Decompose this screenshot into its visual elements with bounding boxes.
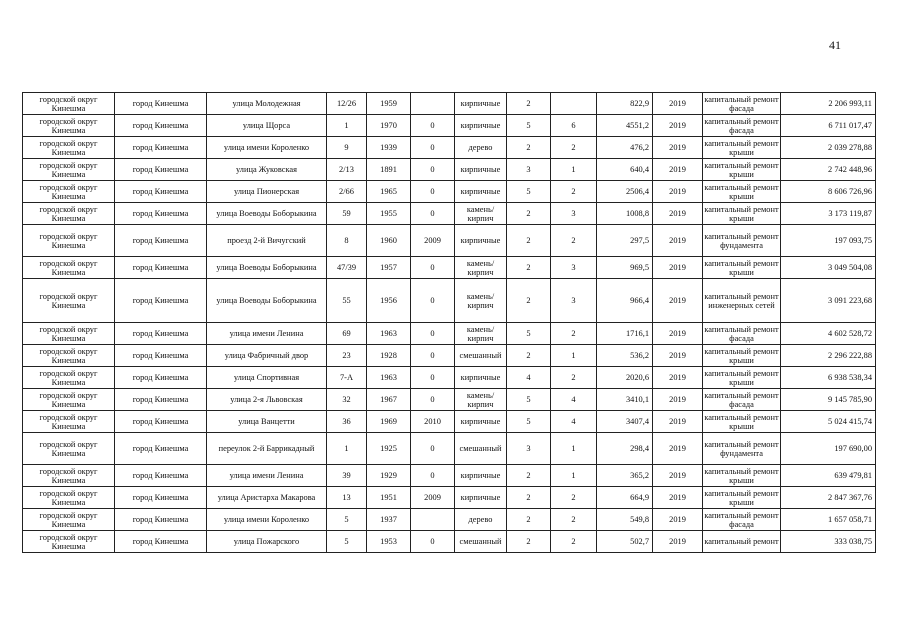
cell-wall-material: камень/кирпич <box>455 323 507 345</box>
cell-area: 2506,4 <box>597 181 653 203</box>
cell-cost: 197 093,75 <box>781 225 876 257</box>
cell-build-year: 1959 <box>367 93 411 115</box>
cell-entrances: 4 <box>551 389 597 411</box>
cell-street: улица Фабричный двор <box>207 345 327 367</box>
cell-floors: 2 <box>507 257 551 279</box>
cell-plan-year: 2019 <box>653 225 703 257</box>
cell-build-year: 1953 <box>367 531 411 553</box>
cell-settlement: город Кинешма <box>115 279 207 323</box>
cell-municipality: городской округ Кинешма <box>23 257 115 279</box>
cell-floors: 5 <box>507 115 551 137</box>
cell-house-number: 59 <box>327 203 367 225</box>
cell-wall-material: кирпичные <box>455 367 507 389</box>
cell-area: 966,4 <box>597 279 653 323</box>
cell-cost: 2 296 222,88 <box>781 345 876 367</box>
cell-municipality: городской округ Кинешма <box>23 137 115 159</box>
cell-last-repair-year: 0 <box>411 137 455 159</box>
cell-floors: 3 <box>507 159 551 181</box>
cell-work-type: капитальный ремонт фасада <box>704 510 779 529</box>
cell-floors: 5 <box>507 181 551 203</box>
table-row <box>23 367 876 389</box>
cell-settlement: город Кинешма <box>115 159 207 181</box>
cell-wall-material: смешанный <box>455 433 507 465</box>
cell-municipality: городской округ Кинешма <box>23 225 115 257</box>
cell-municipality: городской округ Кинешма <box>23 433 115 465</box>
cell-floors: 2 <box>507 465 551 487</box>
cell-street: улица Пожарского <box>207 531 327 553</box>
cell-plan-year: 2019 <box>653 531 703 553</box>
cell-wall-material: дерево <box>455 509 507 531</box>
cell-entrances: 1 <box>551 465 597 487</box>
cell-entrances: 3 <box>551 203 597 225</box>
cell-wall-material: кирпичные <box>455 181 507 203</box>
cell-wall-material: камень/кирпич <box>455 257 507 279</box>
cell-wall-material: камень/кирпич <box>455 279 507 323</box>
cell-cost: 8 606 726,96 <box>781 181 876 203</box>
cell-area: 297,5 <box>597 225 653 257</box>
cell-entrances: 2 <box>551 367 597 389</box>
cell-wall-material: кирпичные <box>455 225 507 257</box>
cell-settlement: город Кинешма <box>115 93 207 115</box>
table-row <box>23 181 876 203</box>
cell-cost: 6 711 017,47 <box>781 115 876 137</box>
cell-last-repair-year: 0 <box>411 389 455 411</box>
cell-settlement: город Кинешма <box>115 115 207 137</box>
table-row <box>23 345 876 367</box>
cell-plan-year: 2019 <box>653 115 703 137</box>
cell-last-repair-year: 2010 <box>411 411 455 433</box>
cell-cost: 2 039 278,88 <box>781 137 876 159</box>
cell-entrances: 4 <box>551 411 597 433</box>
cell-work-type: капитальный ремонт крыши <box>704 160 779 179</box>
cell-settlement: город Кинешма <box>115 389 207 411</box>
table-row <box>23 115 876 137</box>
cell-work-type: капитальный ремонт фундамента <box>703 433 781 465</box>
cell-work-type: капитальный ремонт крыши <box>704 258 779 277</box>
cell-street: улица Спортивная <box>207 367 327 389</box>
cell-last-repair-year: 2009 <box>411 487 455 509</box>
cell-wall-material: кирпичные <box>455 411 507 433</box>
cell-floors: 2 <box>507 531 551 553</box>
cell-street: улица имени Ленина <box>207 465 327 487</box>
cell-area: 1008,8 <box>597 203 653 225</box>
cell-floors: 2 <box>507 509 551 531</box>
cell-municipality: городской округ Кинешма <box>23 93 115 115</box>
cell-house-number: 9 <box>327 137 367 159</box>
cell-area: 1716,1 <box>597 323 653 345</box>
cell-last-repair-year: 0 <box>411 203 455 225</box>
cell-municipality: городской округ Кинешма <box>23 159 115 181</box>
cell-street: улица имени Ленина <box>207 323 327 345</box>
cell-work-type: капитальный ремонт крыши <box>704 204 779 223</box>
cell-plan-year: 2019 <box>653 487 703 509</box>
cell-last-repair-year <box>411 509 455 531</box>
cell-last-repair-year: 2009 <box>411 225 455 257</box>
cell-floors: 4 <box>507 367 551 389</box>
cell-entrances: 1 <box>551 159 597 181</box>
cell-area: 476,2 <box>597 137 653 159</box>
cell-area: 2020,6 <box>597 367 653 389</box>
cell-last-repair-year: 0 <box>411 367 455 389</box>
cell-build-year: 1956 <box>367 279 411 323</box>
cell-plan-year: 2019 <box>653 279 703 323</box>
cell-municipality: городской округ Кинешма <box>23 509 115 531</box>
table-row <box>23 203 876 225</box>
cell-cost: 333 038,75 <box>781 531 876 553</box>
cell-last-repair-year <box>411 93 455 115</box>
table-row <box>23 509 876 531</box>
cell-cost: 2 206 993,11 <box>781 93 876 115</box>
cell-house-number: 32 <box>327 389 367 411</box>
cell-cost: 3 091 223,68 <box>781 279 876 323</box>
cell-work-type: капитальный ремонт крыши <box>704 182 779 201</box>
cell-entrances: 1 <box>551 433 597 465</box>
cell-house-number: 1 <box>327 115 367 137</box>
cell-cost: 3 173 119,87 <box>781 203 876 225</box>
cell-floors: 2 <box>507 225 551 257</box>
cell-municipality: городской округ Кинешма <box>23 465 115 487</box>
cell-area: 969,5 <box>597 257 653 279</box>
cell-build-year: 1957 <box>367 257 411 279</box>
cell-floors: 2 <box>507 137 551 159</box>
cell-entrances: 2 <box>551 181 597 203</box>
cell-plan-year: 2019 <box>653 509 703 531</box>
cell-last-repair-year: 0 <box>411 465 455 487</box>
cell-floors: 2 <box>507 487 551 509</box>
table-row <box>23 137 876 159</box>
cell-settlement: город Кинешма <box>115 509 207 531</box>
cell-work-type: капитальный ремонт <box>703 531 781 553</box>
cell-municipality: городской округ Кинешма <box>23 367 115 389</box>
cell-plan-year: 2019 <box>653 203 703 225</box>
cell-settlement: город Кинешма <box>115 137 207 159</box>
cell-entrances: 2 <box>551 487 597 509</box>
cell-municipality: городской округ Кинешма <box>23 531 115 553</box>
table-row <box>23 225 876 257</box>
cell-street: улица Воеводы Боборыкина <box>207 257 327 279</box>
cell-house-number: 55 <box>327 279 367 323</box>
cell-street: проезд 2-й Вичугский <box>207 225 327 257</box>
cell-plan-year: 2019 <box>653 323 703 345</box>
cell-build-year: 1969 <box>367 411 411 433</box>
cell-last-repair-year: 0 <box>411 531 455 553</box>
cell-build-year: 1960 <box>367 225 411 257</box>
cell-floors: 5 <box>507 323 551 345</box>
cell-street: улица имени Короленко <box>207 137 327 159</box>
cell-settlement: город Кинешма <box>115 411 207 433</box>
cell-entrances: 2 <box>551 509 597 531</box>
cell-settlement: город Кинешма <box>115 181 207 203</box>
cell-municipality: городской округ Кинешма <box>23 487 115 509</box>
cell-municipality: городской округ Кинешма <box>23 411 115 433</box>
cell-street: улица Воеводы Боборыкина <box>207 203 327 225</box>
cell-floors: 2 <box>507 345 551 367</box>
cell-house-number: 23 <box>327 345 367 367</box>
cell-municipality: городской округ Кинешма <box>23 203 115 225</box>
cell-settlement: город Кинешма <box>115 367 207 389</box>
cell-street: улица Пионерская <box>207 181 327 203</box>
table-row <box>23 411 876 433</box>
cell-entrances: 3 <box>551 279 597 323</box>
cell-plan-year: 2019 <box>653 93 703 115</box>
cell-plan-year: 2019 <box>653 465 703 487</box>
cell-plan-year: 2019 <box>653 159 703 181</box>
cell-house-number: 13 <box>327 487 367 509</box>
cell-cost: 3 049 504,08 <box>781 257 876 279</box>
cell-house-number: 36 <box>327 411 367 433</box>
cell-work-type: капитальный ремонт крыши <box>704 346 779 365</box>
cell-work-type: капитальный ремонт крыши <box>704 488 779 507</box>
cell-settlement: город Кинешма <box>115 203 207 225</box>
cell-settlement: город Кинешма <box>115 345 207 367</box>
cell-house-number: 1 <box>327 433 367 465</box>
table-row <box>23 389 876 411</box>
cell-wall-material: камень/кирпич <box>455 389 507 411</box>
cell-work-type: капитальный ремонт крыши <box>704 412 779 431</box>
cell-area: 365,2 <box>597 465 653 487</box>
cell-area: 3407,4 <box>597 411 653 433</box>
cell-plan-year: 2019 <box>653 367 703 389</box>
cell-build-year: 1951 <box>367 487 411 509</box>
cell-area: 298,4 <box>597 433 653 465</box>
cell-plan-year: 2019 <box>653 257 703 279</box>
cell-wall-material: кирпичные <box>455 465 507 487</box>
cell-area: 4551,2 <box>597 115 653 137</box>
cell-last-repair-year: 0 <box>411 433 455 465</box>
cell-entrances <box>551 93 597 115</box>
cell-entrances: 1 <box>551 345 597 367</box>
table-row <box>23 257 876 279</box>
cell-entrances: 2 <box>551 225 597 257</box>
cell-house-number: 2/66 <box>327 181 367 203</box>
cell-municipality: городской округ Кинешма <box>23 115 115 137</box>
cell-build-year: 1955 <box>367 203 411 225</box>
cell-street: улица 2-я Львовская <box>207 389 327 411</box>
cell-wall-material: кирпичные <box>455 159 507 181</box>
cell-work-type: капитальный ремонт крыши <box>704 368 779 387</box>
table-row <box>23 531 876 553</box>
cell-build-year: 1925 <box>367 433 411 465</box>
cell-house-number: 5 <box>327 509 367 531</box>
cell-build-year: 1965 <box>367 181 411 203</box>
cell-wall-material: кирпичные <box>455 487 507 509</box>
cell-work-type: капитальный ремонт крыши <box>704 466 779 485</box>
cell-cost: 6 938 538,34 <box>781 367 876 389</box>
cell-wall-material: кирпичные <box>455 115 507 137</box>
cell-street: переулок 2-й Баррикадный <box>207 433 327 465</box>
cell-house-number: 47/39 <box>327 257 367 279</box>
cell-entrances: 2 <box>551 531 597 553</box>
cell-cost: 2 742 448,96 <box>781 159 876 181</box>
cell-settlement: город Кинешма <box>115 433 207 465</box>
registry-table <box>22 92 876 553</box>
cell-build-year: 1967 <box>367 389 411 411</box>
cell-house-number: 5 <box>327 531 367 553</box>
cell-street: улица Молодежная <box>207 93 327 115</box>
cell-municipality: городской округ Кинешма <box>23 345 115 367</box>
cell-last-repair-year: 0 <box>411 159 455 181</box>
cell-plan-year: 2019 <box>653 411 703 433</box>
cell-wall-material: смешанный <box>455 345 507 367</box>
table-row <box>23 465 876 487</box>
cell-house-number: 39 <box>327 465 367 487</box>
cell-area: 502,7 <box>597 531 653 553</box>
cell-municipality: городской округ Кинешма <box>23 389 115 411</box>
cell-house-number: 69 <box>327 323 367 345</box>
cell-plan-year: 2019 <box>653 389 703 411</box>
page-number: 41 <box>829 38 841 52</box>
cell-cost: 197 690,00 <box>781 433 876 465</box>
cell-settlement: город Кинешма <box>115 323 207 345</box>
cell-settlement: город Кинешма <box>115 257 207 279</box>
cell-build-year: 1963 <box>367 323 411 345</box>
cell-work-type: капитальный ремонт фасада <box>704 94 779 113</box>
cell-last-repair-year: 0 <box>411 279 455 323</box>
cell-house-number: 7-А <box>327 367 367 389</box>
cell-wall-material: камень/кирпич <box>455 203 507 225</box>
cell-last-repair-year: 0 <box>411 323 455 345</box>
cell-settlement: город Кинешма <box>115 465 207 487</box>
cell-area: 822,9 <box>597 93 653 115</box>
cell-settlement: город Кинешма <box>115 487 207 509</box>
cell-build-year: 1929 <box>367 465 411 487</box>
table-row <box>23 323 876 345</box>
cell-build-year: 1970 <box>367 115 411 137</box>
cell-wall-material: кирпичные <box>455 93 507 115</box>
cell-last-repair-year: 0 <box>411 345 455 367</box>
cell-floors: 5 <box>507 411 551 433</box>
cell-street: улица Жуковская <box>207 159 327 181</box>
cell-entrances: 3 <box>551 257 597 279</box>
cell-work-type: капитальный ремонт фасада <box>704 324 779 343</box>
cell-cost: 5 024 415,74 <box>781 411 876 433</box>
cell-work-type: капитальный ремонт инженерных сетей <box>703 279 781 323</box>
cell-build-year: 1963 <box>367 367 411 389</box>
cell-work-type: капитальный ремонт крыши <box>704 138 779 157</box>
table-row <box>23 487 876 509</box>
cell-area: 664,9 <box>597 487 653 509</box>
cell-cost: 639 479,81 <box>781 465 876 487</box>
cell-street: улица Ванцетти <box>207 411 327 433</box>
cell-last-repair-year: 0 <box>411 181 455 203</box>
cell-work-type: капитальный ремонт фасада <box>704 116 779 135</box>
cell-area: 640,4 <box>597 159 653 181</box>
cell-work-type: капитальный ремонт фундамента <box>703 225 781 257</box>
cell-floors: 5 <box>507 389 551 411</box>
cell-area: 536,2 <box>597 345 653 367</box>
cell-plan-year: 2019 <box>653 137 703 159</box>
table-row <box>23 433 876 465</box>
cell-plan-year: 2019 <box>653 433 703 465</box>
cell-cost: 4 602 528,72 <box>781 323 876 345</box>
cell-municipality: городской округ Кинешма <box>23 181 115 203</box>
table-row <box>23 93 876 115</box>
cell-street: улица Щорса <box>207 115 327 137</box>
cell-cost: 2 847 367,76 <box>781 487 876 509</box>
cell-area: 549,8 <box>597 509 653 531</box>
cell-settlement: город Кинешма <box>115 225 207 257</box>
cell-build-year: 1937 <box>367 509 411 531</box>
cell-build-year: 1928 <box>367 345 411 367</box>
cell-municipality: городской округ Кинешма <box>23 279 115 323</box>
cell-plan-year: 2019 <box>653 345 703 367</box>
cell-build-year: 1891 <box>367 159 411 181</box>
cell-floors: 2 <box>507 203 551 225</box>
cell-floors: 2 <box>507 93 551 115</box>
cell-street: улица имени Короленко <box>207 509 327 531</box>
cell-settlement: город Кинешма <box>115 531 207 553</box>
cell-cost: 1 657 058,71 <box>781 509 876 531</box>
cell-last-repair-year: 0 <box>411 115 455 137</box>
cell-build-year: 1939 <box>367 137 411 159</box>
cell-street: улица Воеводы Боборыкина <box>207 279 327 323</box>
cell-work-type: капитальный ремонт фасада <box>704 390 779 409</box>
cell-area: 3410,1 <box>597 389 653 411</box>
cell-wall-material: дерево <box>455 137 507 159</box>
table-row <box>23 159 876 181</box>
cell-last-repair-year: 0 <box>411 257 455 279</box>
cell-floors: 2 <box>507 279 551 323</box>
cell-entrances: 2 <box>551 137 597 159</box>
table-row <box>23 279 876 323</box>
cell-municipality: городской округ Кинешма <box>23 323 115 345</box>
cell-house-number: 2/13 <box>327 159 367 181</box>
cell-entrances: 2 <box>551 323 597 345</box>
cell-entrances: 6 <box>551 115 597 137</box>
cell-house-number: 8 <box>327 225 367 257</box>
cell-house-number: 12/26 <box>327 93 367 115</box>
cell-cost: 9 145 785,90 <box>781 389 876 411</box>
cell-plan-year: 2019 <box>653 181 703 203</box>
cell-wall-material: смешанный <box>455 531 507 553</box>
cell-street: улица Аристарха Макарова <box>207 487 327 509</box>
cell-floors: 3 <box>507 433 551 465</box>
